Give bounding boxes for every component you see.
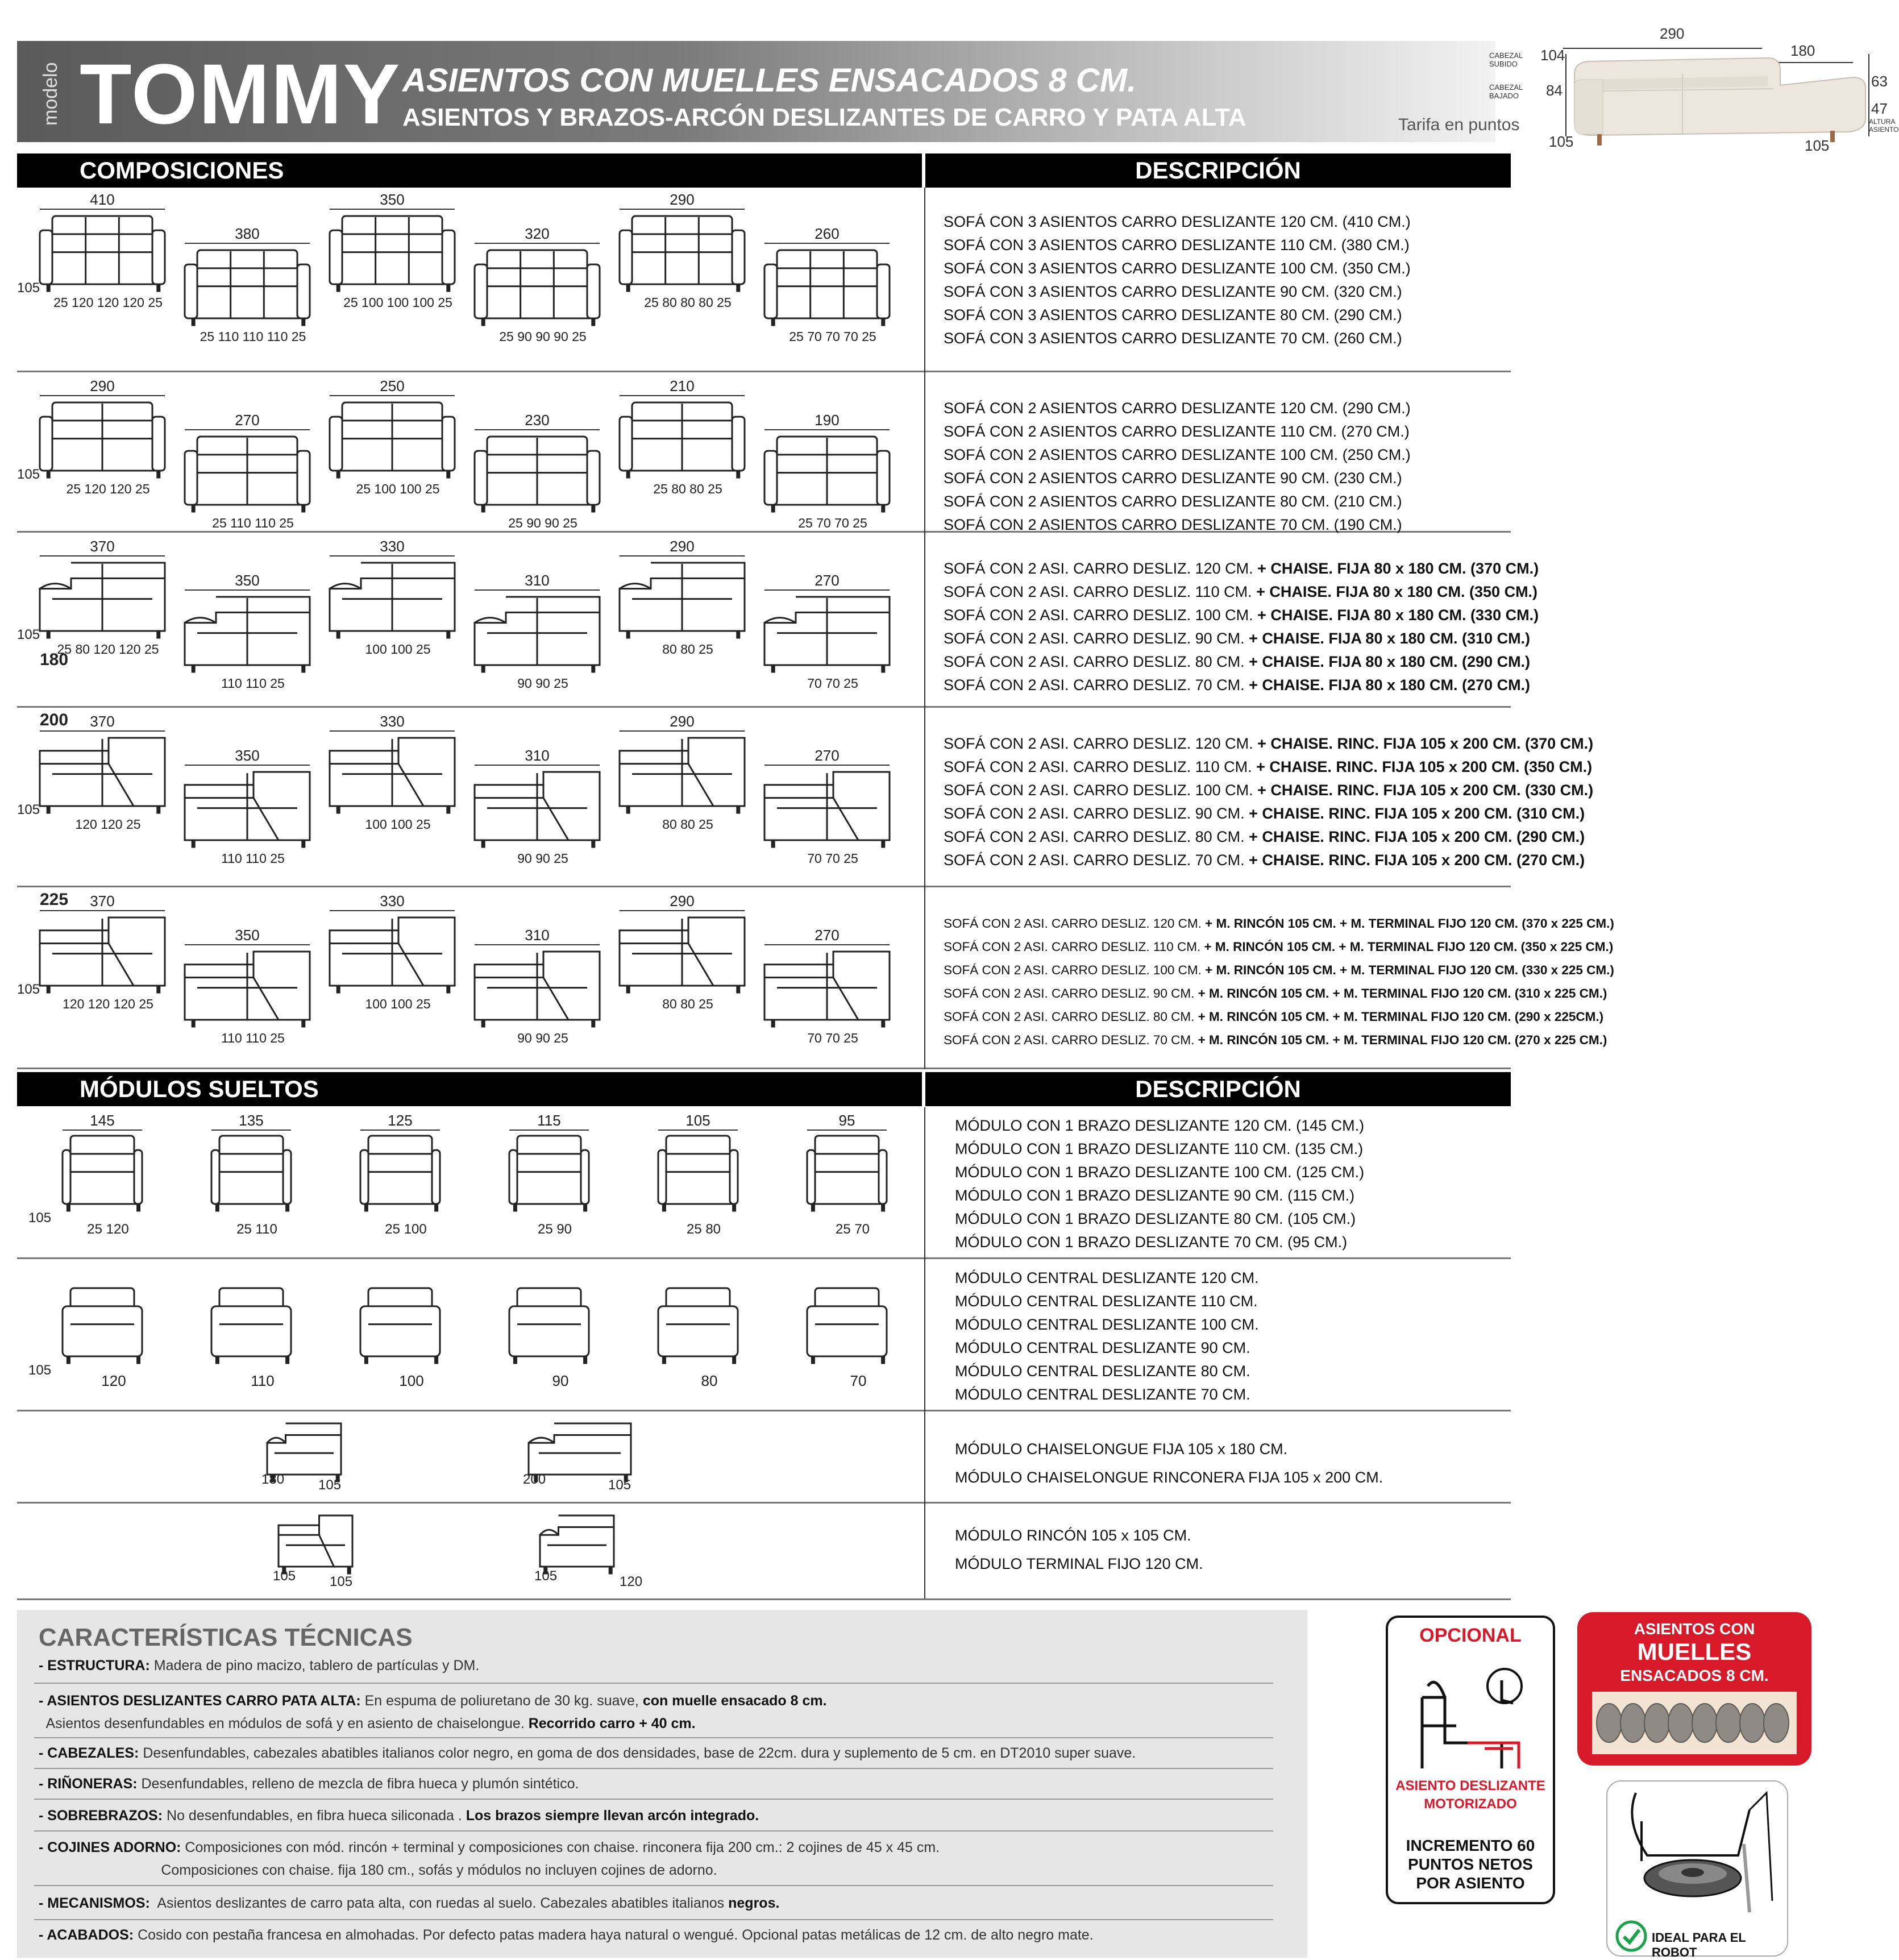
composition-width: 270 <box>815 927 840 944</box>
description-line: SOFÁ CON 2 ASI. CARRO DESLIZ. 120 CM. + M. RINCÓN 105 CM. + M. TERMINAL FIJO 120 CM. (370 x 225 CM.) <box>944 916 1614 931</box>
composition-width: 320 <box>525 225 550 242</box>
tech-row: - COJINES ADORNO: Composiciones con mód. rincón + terminal y composiciones con chaise. rinconera fija 200 cm.: 2 cojines de 45 x 45 cm. <box>39 1839 940 1855</box>
tech-title: CARACTERÍSTICAS TÉCNICAS <box>39 1623 413 1651</box>
composition-description-4 <box>944 732 1594 872</box>
composition-width: 310 <box>525 927 550 944</box>
composition-row-2 <box>17 374 921 530</box>
module-parts: 25 110 <box>236 1222 277 1237</box>
description-line: SOFÁ CON 2 ASI. CARRO DESLIZ. 70 CM. + CHAISE. RINC. FIJA 105 x 200 CM. (270 CM.) <box>944 852 1585 869</box>
description-line: MÓDULO CON 1 BRAZO DESLIZANTE 110 CM. (135 CM.) <box>955 1140 1364 1157</box>
composition-width: 330 <box>380 538 405 555</box>
composition-width: 270 <box>235 412 260 429</box>
hero-height-back: 63 <box>1871 73 1888 90</box>
composition-width: 370 <box>90 892 115 910</box>
description-line: MÓDULO CON 1 BRAZO DESLIZANTE 100 CM. (125 CM.) <box>955 1164 1365 1181</box>
hero-cabezal-bajado: 84 <box>1546 82 1563 99</box>
composition-parts: 100 100 25 <box>365 642 431 657</box>
composition-width: 270 <box>815 747 840 764</box>
module-description-3 <box>955 1435 1501 1492</box>
composition-width: 270 <box>815 572 840 589</box>
muelles-badge <box>1577 1612 1811 1766</box>
svg-text:CABEZAL: CABEZAL <box>1489 51 1523 60</box>
composition-row-4 <box>17 709 921 885</box>
row-separator <box>17 706 1511 708</box>
muelles-line3: ENSACADOS 8 CM. <box>1620 1667 1769 1684</box>
composition-description-3 <box>944 557 1539 697</box>
composition-parts: 25 100 100 100 25 <box>343 295 452 310</box>
module-width: 100 <box>399 1372 424 1389</box>
hero-seat-height: 47 <box>1871 100 1888 117</box>
svg-text:ASIENTO: ASIENTO <box>1869 126 1899 134</box>
column-divider <box>924 1107 925 1598</box>
module-dim-a: 200 <box>523 1472 546 1487</box>
tech-separator <box>34 1737 1273 1738</box>
composition-parts: 25 70 70 25 <box>798 516 867 530</box>
composition-parts: 80 80 25 <box>662 817 713 832</box>
hero-chaise-width: 180 <box>1790 42 1815 59</box>
module-parts: 25 120 <box>87 1222 129 1237</box>
module-parts: 25 70 <box>835 1222 870 1237</box>
tagline-primary: ASIENTOS CON MUELLES ENSACADOS 8 CM. <box>402 62 1137 99</box>
description-line: MÓDULO TERMINAL FIJO 120 CM. <box>955 1555 1203 1572</box>
module-row-1 <box>17 1107 921 1256</box>
row-separator <box>17 1068 1511 1069</box>
composition-width: 350 <box>235 747 260 764</box>
composition-parts: 25 80 80 80 25 <box>644 295 732 310</box>
composition-width: 380 <box>235 225 260 242</box>
module-row-4 <box>17 1504 921 1597</box>
composition-width: 370 <box>90 538 115 555</box>
description-line: MÓDULO CENTRAL DESLIZANTE 90 CM. <box>955 1339 1250 1356</box>
composition-parts: 25 70 70 70 25 <box>789 329 876 344</box>
module-dim-b: 120 <box>620 1574 643 1589</box>
tech-separator <box>34 1885 1273 1886</box>
composition-width: 230 <box>525 412 550 429</box>
hero-width: 290 <box>1660 25 1685 42</box>
hero-cabezal-subido: 104 <box>1540 47 1565 64</box>
motorized-seat-icon <box>1405 1663 1536 1771</box>
tech-separator <box>34 1799 1273 1800</box>
module-parts: 25 100 <box>385 1222 427 1237</box>
svg-text:BAJADO: BAJADO <box>1489 92 1519 100</box>
composition-width: 190 <box>815 412 840 429</box>
muelles-line1: ASIENTOS CON <box>1634 1620 1755 1638</box>
composition-parts: 25 80 120 120 25 <box>57 642 159 657</box>
composition-depth: 105 <box>17 802 40 817</box>
composition-width: 290 <box>670 713 695 730</box>
hero-depth-right: 105 <box>1805 137 1830 154</box>
module-width: 115 <box>537 1112 561 1129</box>
description-line: SOFÁ CON 2 ASI. CARRO DESLIZ. 70 CM. + M. RINCÓN 105 CM. + M. TERMINAL FIJO 120 CM. (270 x 225 CM.) <box>944 1033 1607 1047</box>
descripcion-modulos-header: DESCRIPCIÓN <box>925 1072 1511 1106</box>
composition-width: 330 <box>380 713 405 730</box>
module-width: 95 <box>838 1112 855 1129</box>
composition-parts: 100 100 25 <box>365 817 431 832</box>
description-line: SOFÁ CON 2 ASIENTOS CARRO DESLIZANTE 100 CM. (250 CM.) <box>944 446 1411 463</box>
description-line: MÓDULO RINCÓN 105 x 105 CM. <box>955 1527 1191 1544</box>
description-line: SOFÁ CON 2 ASI. CARRO DESLIZ. 100 CM. + CHAISE. RINC. FIJA 105 x 200 CM. (330 CM.) <box>944 782 1594 799</box>
composition-side-label: 225 <box>40 890 69 909</box>
description-line: SOFÁ CON 2 ASI. CARRO DESLIZ. 120 CM. + CHAISE. FIJA 80 x 180 CM. (370 CM.) <box>944 560 1539 577</box>
description-line: MÓDULO CON 1 BRAZO DESLIZANTE 80 CM. (105 CM.) <box>955 1210 1356 1227</box>
description-line: SOFÁ CON 2 ASI. CARRO DESLIZ. 90 CM. + M. RINCÓN 105 CM. + M. TERMINAL FIJO 120 CM. (310 x 225 CM.) <box>944 986 1607 1000</box>
description-line: SOFÁ CON 2 ASI. CARRO DESLIZ. 110 CM. + M. RINCÓN 105 CM. + M. TERMINAL FIJO 120 CM. (350 x 225 CM.) <box>944 940 1614 954</box>
opcional-inc2: PUNTOS NETOS <box>1408 1855 1533 1873</box>
composition-row-1 <box>17 188 921 369</box>
row-separator <box>17 1598 1511 1600</box>
module-width: 70 <box>850 1372 867 1389</box>
composition-width: 350 <box>235 572 260 589</box>
description-line: SOFÁ CON 2 ASI. CARRO DESLIZ. 80 CM. + M. RINCÓN 105 CM. + M. TERMINAL FIJO 120 CM. (290 x 225CM.) <box>944 1010 1604 1024</box>
svg-text:ALTURA: ALTURA <box>1869 118 1896 126</box>
composition-width: 370 <box>90 713 115 730</box>
description-line: MÓDULO CON 1 BRAZO DESLIZANTE 120 CM. (145 CM.) <box>955 1117 1365 1134</box>
tech-row: - RIÑONERAS: Desenfundables, relleno de mezcla de fibra hueca y plumón sintético. <box>39 1776 579 1792</box>
composition-parts: 110 110 25 <box>221 676 285 691</box>
module-width: 120 <box>101 1372 126 1389</box>
module-width: 125 <box>388 1112 413 1129</box>
description-line: SOFÁ CON 3 ASIENTOS CARRO DESLIZANTE 80 CM. (290 CM.) <box>944 306 1402 323</box>
composition-description-1 <box>944 210 1501 350</box>
description-line: SOFÁ CON 2 ASIENTOS CARRO DESLIZANTE 70 CM. (190 CM.) <box>944 516 1402 533</box>
description-line: SOFÁ CON 2 ASI. CARRO DESLIZ. 110 CM. + CHAISE. RINC. FIJA 105 x 200 CM. (350 CM.) <box>944 758 1593 775</box>
module-dim-b: 105 <box>318 1477 342 1493</box>
row-separator <box>17 371 1511 372</box>
composition-parts: 120 120 120 25 <box>63 996 153 1011</box>
tech-row: - ASIENTOS DESLIZANTES CARRO PATA ALTA: En espuma de poliuretano de 30 kg. suave, con muelle ensacado 8 cm. <box>39 1693 827 1709</box>
module-dim-a: 105 <box>534 1568 558 1584</box>
composition-width: 290 <box>670 892 695 910</box>
module-depth: 105 <box>28 1363 52 1378</box>
composition-parts: 110 110 25 <box>221 851 285 866</box>
modulos-header: MÓDULOS SUELTOS <box>17 1072 922 1106</box>
composition-width: 290 <box>670 191 695 208</box>
description-line: MÓDULO CENTRAL DESLIZANTE 100 CM. <box>955 1316 1259 1333</box>
composition-width: 350 <box>235 927 260 944</box>
check-icon <box>1615 1920 1647 1952</box>
module-width: 135 <box>239 1112 264 1129</box>
composition-parts: 25 100 100 25 <box>356 481 440 496</box>
description-line: SOFÁ CON 2 ASIENTOS CARRO DESLIZANTE 120 CM. (290 CM.) <box>944 400 1411 417</box>
opcional-inc3: POR ASIENTO <box>1416 1874 1525 1892</box>
description-line: MÓDULO CENTRAL DESLIZANTE 70 CM. <box>955 1386 1250 1403</box>
description-line: SOFÁ CON 2 ASI. CARRO DESLIZ. 90 CM. + CHAISE. RINC. FIJA 105 x 200 CM. (310 CM.) <box>944 805 1585 822</box>
composition-row-5 <box>17 889 921 1066</box>
description-line: SOFÁ CON 2 ASI. CARRO DESLIZ. 100 CM. + CHAISE. FIJA 80 x 180 CM. (330 CM.) <box>944 607 1539 624</box>
module-description-2 <box>955 1266 1501 1406</box>
description-line: SOFÁ CON 2 ASIENTOS CARRO DESLIZANTE 80 CM. (210 CM.) <box>944 493 1402 510</box>
description-line: SOFÁ CON 2 ASI. CARRO DESLIZ. 90 CM. + CHAISE. FIJA 80 x 180 CM. (310 CM.) <box>944 630 1531 647</box>
tech-row: - SOBREBRAZOS: No desenfundables, en fibra hueca siliconada . Los brazos siempre llevan arcón integrado. <box>39 1808 759 1824</box>
description-line: MÓDULO CON 1 BRAZO DESLIZANTE 90 CM. (115 CM.) <box>955 1187 1355 1204</box>
module-width: 80 <box>701 1372 718 1389</box>
robot-vacuum-icon <box>1613 1787 1781 1918</box>
module-row-2 <box>17 1260 921 1409</box>
tech-row: Asientos desenfundables en módulos de sofá y en asiento de chaiselongue. Recorrido carro + 40 cm. <box>39 1716 696 1731</box>
composition-width: 290 <box>90 377 115 395</box>
description-line: MÓDULO CENTRAL DESLIZANTE 110 CM. <box>955 1293 1258 1310</box>
composition-parts: 90 90 25 <box>517 851 568 866</box>
row-separator <box>17 1257 1511 1259</box>
description-line: SOFÁ CON 2 ASIENTOS CARRO DESLIZANTE 110 CM. (270 CM.) <box>944 423 1410 440</box>
descripcion-header: DESCRIPCIÓN <box>925 153 1511 188</box>
composition-width: 210 <box>670 377 695 395</box>
composition-description-5 <box>944 912 1614 1052</box>
description-line: SOFÁ CON 2 ASIENTOS CARRO DESLIZANTE 90 CM. (230 CM.) <box>944 470 1402 487</box>
description-line: SOFÁ CON 3 ASIENTOS CARRO DESLIZANTE 70 CM. (260 CM.) <box>944 330 1402 347</box>
tech-separator <box>34 1768 1273 1769</box>
module-depth: 105 <box>28 1210 52 1226</box>
description-line: SOFÁ CON 3 ASIENTOS CARRO DESLIZANTE 100 CM. (350 CM.) <box>944 260 1411 277</box>
composition-parts: 110 110 25 <box>221 1031 285 1045</box>
composiciones-header: COMPOSICIONES <box>17 153 922 188</box>
robot-label: IDEAL PARA EL ROBOT <box>1652 1930 1746 1959</box>
module-dim-b: 105 <box>608 1477 631 1493</box>
muelles-line2: MUELLES <box>1637 1638 1752 1665</box>
tech-row: Composiciones con chaise. fija 180 cm., sofás y módulos no incluyen cojines de adorno. <box>39 1862 717 1878</box>
composition-parts: 25 90 90 90 25 <box>499 329 587 344</box>
tarifa-label: Tarifa en puntos <box>1398 115 1520 134</box>
module-width: 145 <box>90 1112 115 1129</box>
row-separator <box>17 1502 1511 1504</box>
composition-parts: 120 120 25 <box>75 817 141 832</box>
composition-parts: 25 120 120 25 <box>66 481 150 496</box>
model-name: TOMMY <box>80 46 401 142</box>
opcional-label2: MOTORIZADO <box>1424 1796 1517 1812</box>
hero-sofa-image <box>1489 23 1899 159</box>
composition-width: 410 <box>90 191 115 208</box>
tech-row: - ACABADOS: Cosido con pestaña francesa en almohadas. Por defecto patas madera haya natural o wengué. Opcional patas metálicas de 12 cm. de alto negro mate. <box>39 1927 1094 1943</box>
composition-parts: 90 90 25 <box>517 676 568 691</box>
opcional-label1: ASIENTO DESLIZANTE <box>1395 1778 1545 1793</box>
opcional-box <box>1386 1616 1555 1904</box>
description-line: MÓDULO CENTRAL DESLIZANTE 120 CM. <box>955 1269 1259 1286</box>
composition-parts: 100 100 25 <box>365 996 431 1011</box>
description-line: SOFÁ CON 3 ASIENTOS CARRO DESLIZANTE 90 CM. (320 CM.) <box>944 283 1402 300</box>
composition-parts: 70 70 25 <box>807 1031 858 1045</box>
composition-parts: 25 90 90 25 <box>508 516 577 530</box>
composition-depth: 105 <box>17 467 40 482</box>
composition-description-2 <box>944 397 1501 537</box>
composition-side-label: 180 <box>40 650 69 669</box>
composition-depth: 105 <box>17 280 40 296</box>
opcional-inc1: INCREMENTO 60 <box>1406 1837 1535 1854</box>
tagline-secondary: ASIENTOS Y BRAZOS-ARCÓN DESLIZANTES DE CARRO Y PATA ALTA <box>402 103 1246 131</box>
composition-parts: 25 110 110 25 <box>212 516 294 530</box>
module-description-4 <box>955 1521 1501 1578</box>
tech-row: - CABEZALES: Desenfundables, cabezales abatibles italianos color negro, en goma de dos densidades, base de 22cm. dura y suplemento de 5 cm. en DT2010 super suave. <box>39 1745 1136 1761</box>
module-width: 110 <box>251 1372 275 1389</box>
svg-text:SUBIDO: SUBIDO <box>1489 60 1518 68</box>
description-line: SOFÁ CON 2 ASI. CARRO DESLIZ. 100 CM. + M. RINCÓN 105 CM. + M. TERMINAL FIJO 120 CM. (330 x 225 CM.) <box>944 963 1614 977</box>
composition-width: 290 <box>670 538 695 555</box>
composition-width: 250 <box>380 377 405 395</box>
composition-parts: 80 80 25 <box>662 642 713 657</box>
module-row-3 <box>17 1412 921 1501</box>
composition-width: 350 <box>380 191 405 208</box>
module-dim-a: 105 <box>273 1568 296 1584</box>
composition-parts: 70 70 25 <box>807 851 858 866</box>
description-line: SOFÁ CON 3 ASIENTOS CARRO DESLIZANTE 120 CM. (410 CM.) <box>944 213 1411 230</box>
module-parts: 25 90 <box>537 1222 572 1237</box>
composition-width: 310 <box>525 747 550 764</box>
model-label: modelo <box>40 62 61 126</box>
composition-row-3 <box>17 534 921 705</box>
tech-separator <box>34 1919 1273 1920</box>
row-separator <box>17 1410 1511 1411</box>
description-line: SOFÁ CON 2 ASI. CARRO DESLIZ. 110 CM. + CHAISE. FIJA 80 x 180 CM. (350 CM.) <box>944 583 1538 600</box>
description-line: SOFÁ CON 3 ASIENTOS CARRO DESLIZANTE 110 CM. (380 CM.) <box>944 236 1410 254</box>
description-line: SOFÁ CON 2 ASI. CARRO DESLIZ. 80 CM. + CHAISE. FIJA 80 x 180 CM. (290 CM.) <box>944 653 1531 670</box>
composition-width: 330 <box>380 892 405 910</box>
module-description-1 <box>955 1114 1501 1254</box>
svg-text:CABEZAL: CABEZAL <box>1489 83 1523 92</box>
composition-depth: 105 <box>17 982 40 997</box>
description-line: SOFÁ CON 2 ASI. CARRO DESLIZ. 80 CM. + CHAISE. RINC. FIJA 105 x 200 CM. (290 CM.) <box>944 828 1585 845</box>
description-line: MÓDULO CON 1 BRAZO DESLIZANTE 70 CM. (95 CM.) <box>955 1234 1348 1251</box>
composition-parts: 80 80 25 <box>662 996 713 1011</box>
description-line: SOFÁ CON 2 ASI. CARRO DESLIZ. 120 CM. + CHAISE. RINC. FIJA 105 x 200 CM. (370 CM.) <box>944 735 1594 752</box>
description-line: MÓDULO CHAISELONGUE RINCONERA FIJA 105 x 200 CM. <box>955 1469 1383 1486</box>
module-dim-b: 105 <box>330 1574 353 1589</box>
description-line: MÓDULO CHAISELONGUE FIJA 105 x 180 CM. <box>955 1440 1288 1457</box>
composition-parts: 25 80 80 25 <box>653 481 722 496</box>
row-separator <box>17 886 1511 887</box>
opcional-title: OPCIONAL <box>1419 1625 1522 1646</box>
composition-width: 310 <box>525 572 550 589</box>
robot-box <box>1606 1780 1788 1957</box>
composition-side-label: 200 <box>40 711 69 729</box>
hero-depth-left: 105 <box>1549 133 1574 150</box>
composition-parts: 90 90 25 <box>517 1031 568 1045</box>
description-line: SOFÁ CON 2 ASI. CARRO DESLIZ. 70 CM. + CHAISE. FIJA 80 x 180 CM. (270 CM.) <box>944 676 1531 694</box>
tech-row: - MECANISMOS: Asientos deslizantes de carro pata alta, con ruedas al suelo. Cabezales abatibles italianos negros. <box>39 1895 780 1911</box>
module-width: 105 <box>685 1112 710 1129</box>
description-line: MÓDULO CENTRAL DESLIZANTE 80 CM. <box>955 1363 1250 1380</box>
module-width: 90 <box>552 1372 569 1389</box>
spring-coils-icon <box>1592 1692 1797 1754</box>
composition-depth: 105 <box>17 627 40 642</box>
tech-separator <box>34 1683 1273 1684</box>
column-divider <box>924 188 925 1069</box>
module-dim-a: 180 <box>261 1472 285 1487</box>
tech-separator <box>34 1830 1273 1832</box>
composition-parts: 70 70 25 <box>807 676 858 691</box>
composition-width: 260 <box>815 225 840 242</box>
composition-parts: 25 120 120 120 25 <box>53 295 163 310</box>
tech-row: - ESTRUCTURA: Madera de pino macizo, tablero de partículas y DM. <box>39 1658 480 1674</box>
module-parts: 25 80 <box>686 1222 721 1237</box>
composition-parts: 25 110 110 110 25 <box>200 329 306 344</box>
